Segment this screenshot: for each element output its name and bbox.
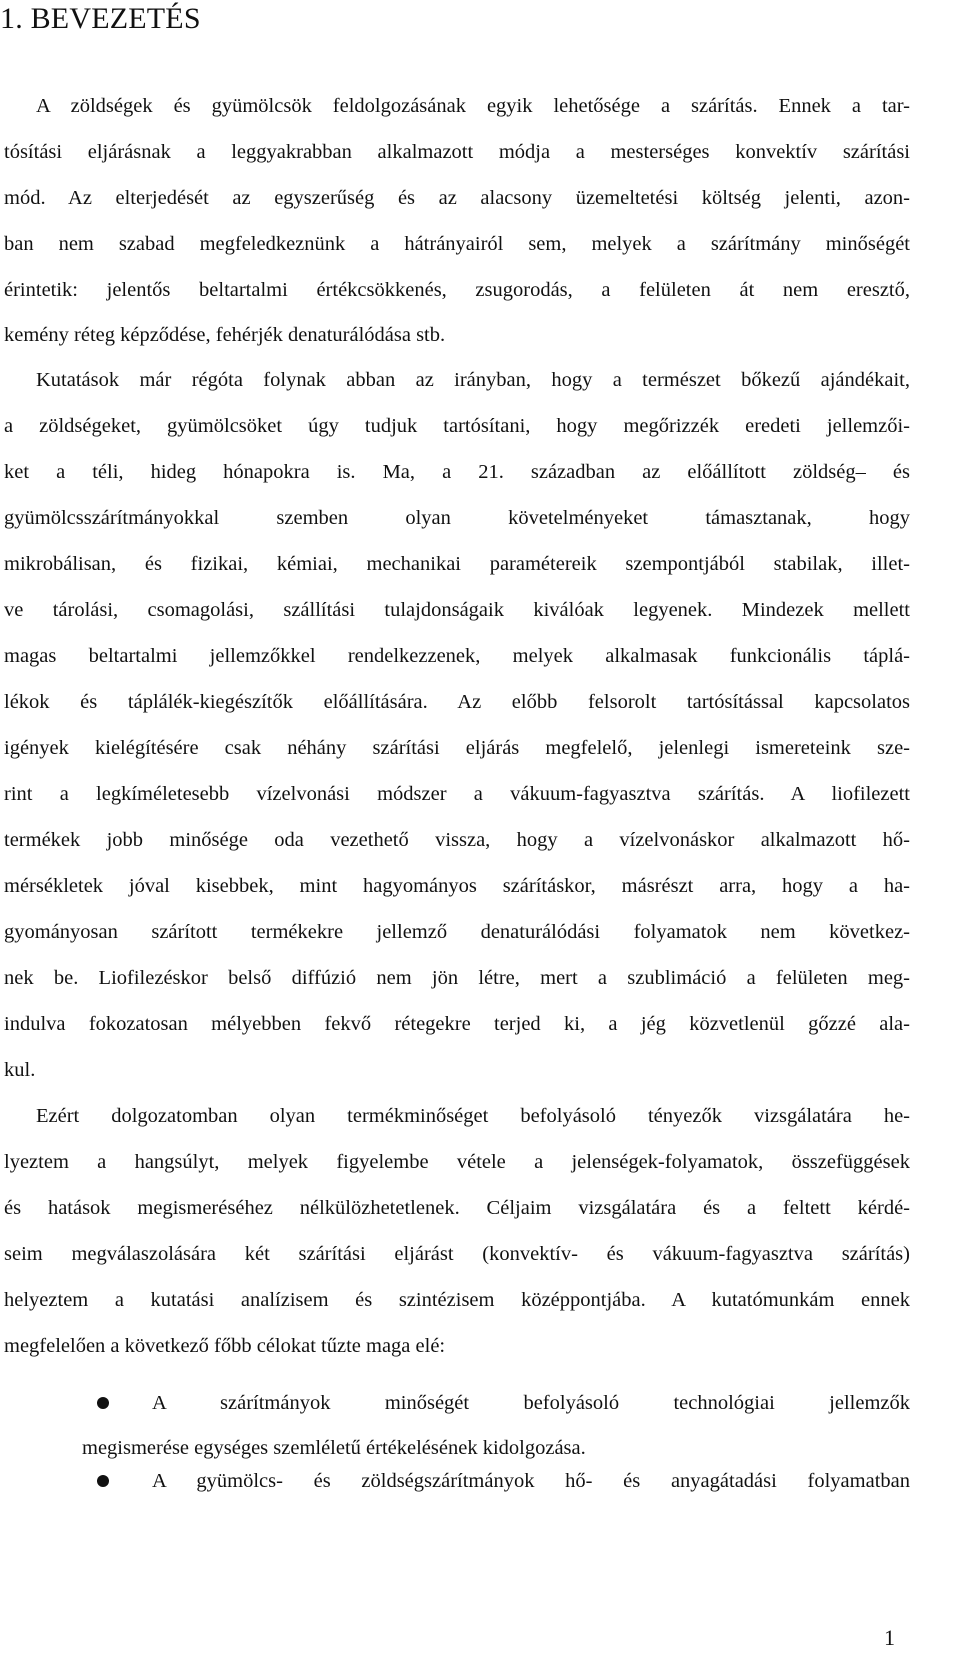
text-line: lékok és táplálék-kiegészítők előállítására. Az előbb felsorolt tartósítással kapcsolatos (4, 691, 910, 713)
text-line: megfelelően a következő főbb célokat tűzte maga elé: (4, 1335, 446, 1357)
text-line: rint a legkíméletesebb vízelvonási módszer a vákuum-fagyasztva szárítás. A liofilezett (4, 783, 910, 805)
text-line: Ezért dolgozatomban olyan termékminőséget befolyásoló tényezők vizsgálatára he- (36, 1105, 910, 1127)
text-line: Kutatások már régóta folynak abban az irányban, hogy a természet bőkezű ajándékait, (36, 369, 910, 391)
text-line: ket a téli, hideg hónapokra is. Ma, a 21. században az előállított zöldség– és (4, 461, 910, 483)
text-line: mérsékletek jóval kisebbek, mint hagyományos szárításkor, másrészt arra, hogy a ha- (4, 875, 910, 897)
text-line: igények kielégítésére csak néhány szárítási eljárás megfelelő, jelenlegi ismereteink sze- (4, 737, 910, 759)
text-line: gyümölcsszárítmányokkal szemben olyan követelményeket támasztanak, hogy (4, 507, 910, 529)
text-line: mód. Az elterjedését az egyszerűség és az alacsony üzemeltetési költség jelenti, azon- (4, 187, 910, 209)
text-line: a zöldségeket, gyümölcsöket úgy tudjuk tartósítani, hogy megőrizzék eredeti jellemzői- (4, 415, 910, 437)
bullet-icon (97, 1475, 109, 1487)
page-number: 1 (884, 1625, 895, 1650)
text-line: érintetik: jelentős beltartalmi értékcsökkenés, zsugorodás, a felületen át nem eresztő, (4, 279, 910, 301)
text-line: helyeztem a kutatási analízisem és szintézisem középpontjába. A kutatómunkám ennek (4, 1289, 910, 1311)
text-line: gyományosan szárított termékekre jellemző denaturálódási folyamatok nem következ- (4, 921, 910, 943)
bullet-icon (97, 1397, 109, 1409)
text-line: indulva fokozatosan mélyebben fekvő rétegekre terjed ki, a jég közvetlenül gőzzé ala- (4, 1013, 910, 1035)
text-line: lyeztem a hangsúlyt, melyek figyelembe vétele a jelenségek-folyamatok, összefüggések (4, 1151, 910, 1173)
text-line: termékek jobb minősége oda vezethető vissza, hogy a vízelvonáskor alkalmazott hő- (4, 829, 910, 851)
text-line: nek be. Liofilezéskor belső diffúzió nem jön létre, mert a szublimáció a felületen meg- (4, 967, 910, 989)
text-line: magas beltartalmi jellemzőkkel rendelkezzenek, melyek alkalmasak funkcionális táplá- (4, 645, 910, 667)
text-line: tósítási eljárásnak a leggyakrabban alkalmazott módja a mesterséges konvektív szárítási (4, 141, 910, 163)
text-line: A szárítmányok minőségét befolyásoló technológiai jellemzők (152, 1392, 910, 1414)
text-line: ve tárolási, csomagolási, szállítási tulajdonságaik kiválóak legyenek. Mindezek mellett (4, 599, 910, 621)
text-line: A gyümölcs- és zöldségszárítmányok hő- és anyagátadási folyamatban (152, 1470, 910, 1492)
text-line: seim megválaszolására két szárítási eljárást (konvektív- és vákuum-fagyasztva szárítás) (4, 1243, 910, 1265)
text-line: kemény réteg képződése, fehérjék denaturálódása stb. (4, 324, 446, 346)
text-line: és hatások megismeréséhez nélkülözhetetlenek. Céljaim vizsgálatára és a feltett kérdé- (4, 1197, 910, 1219)
text-line: mikrobálisan, és fizikai, kémiai, mechanikai paramétereik szempontjából stabilak, illet- (4, 553, 910, 575)
text-line: A zöldségek és gyümölcsök feldolgozásának egyik lehetősége a szárítás. Ennek a tar- (36, 95, 910, 117)
text-line: kul. (4, 1059, 36, 1081)
section-heading: 1. BEVEZETÉS (0, 2, 201, 35)
text-line: megismerése egységes szemléletű értékelésének kidolgozása. (82, 1437, 586, 1459)
text-line: ban nem szabad megfeledkeznünk a hátrányairól sem, melyek a szárítmány minőségét (4, 233, 910, 255)
